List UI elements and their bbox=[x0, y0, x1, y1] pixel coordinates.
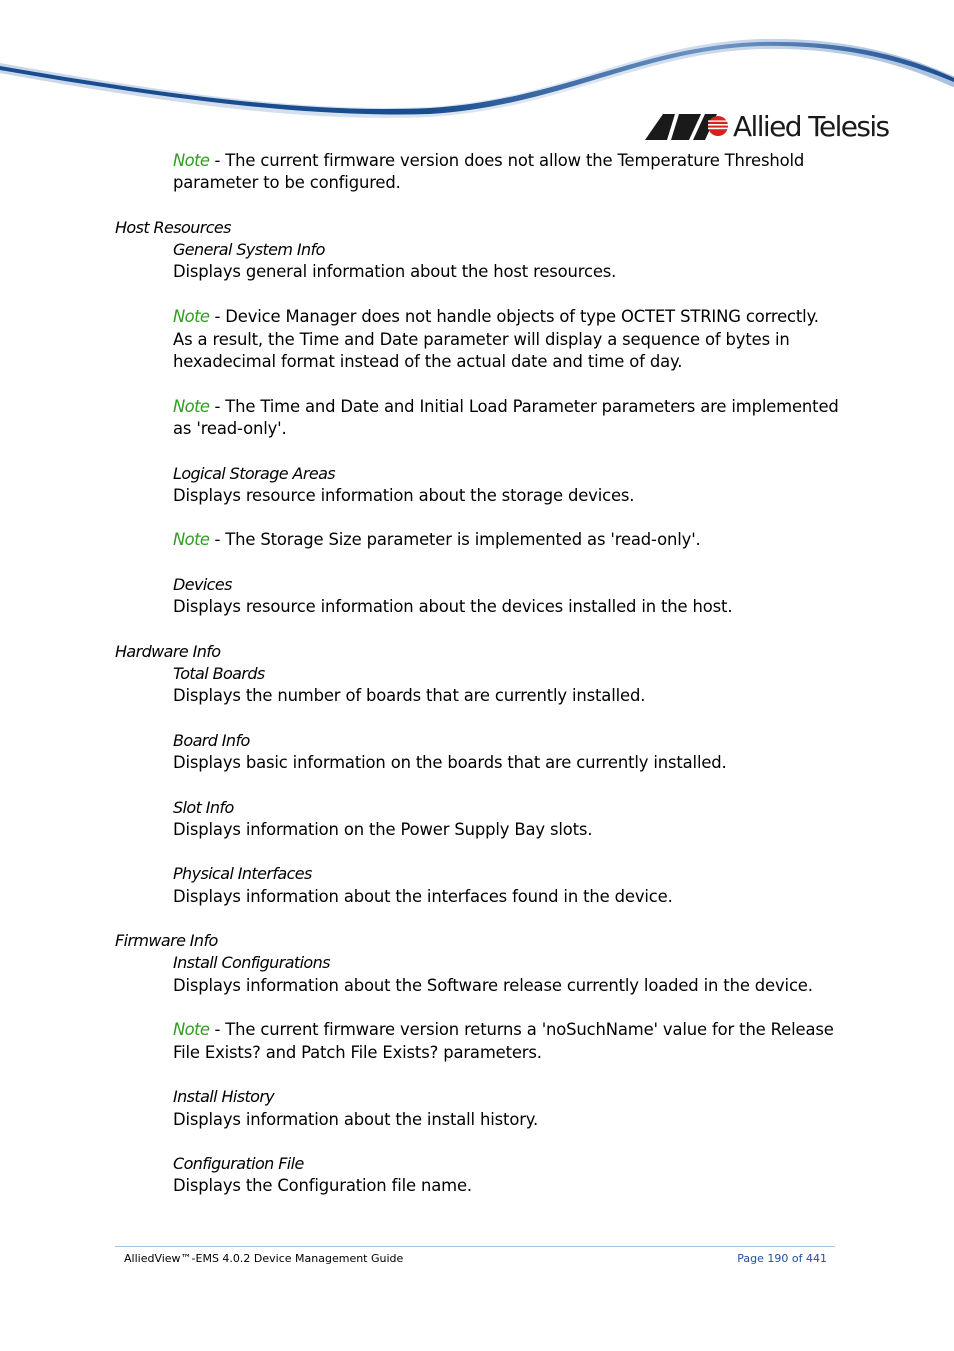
note-text: - The current firmware version returns a 'noSuchName' value for the Release bbox=[209, 1020, 834, 1039]
allied-telesis-logo-mark-icon bbox=[645, 112, 729, 140]
description-general-system-info: Displays general information about the host resources. bbox=[173, 262, 617, 281]
description-install-configurations: Displays information about the Software release currently loaded in the device. bbox=[173, 976, 813, 995]
note-text: - The current firmware version does not allow the Temperature Threshold bbox=[209, 151, 805, 170]
note-text-continued: as 'read-only'. bbox=[173, 419, 287, 438]
subheading-slot-info: Slot Info bbox=[173, 798, 234, 817]
note-label: Note bbox=[173, 151, 210, 170]
allied-telesis-logo bbox=[645, 108, 905, 148]
note-label: Note bbox=[173, 530, 210, 549]
subheading-total-boards: Total Boards bbox=[173, 664, 265, 683]
subheading-devices: Devices bbox=[173, 575, 232, 594]
note-paragraph bbox=[173, 396, 839, 418]
section-heading-hardware-info: Hardware Info bbox=[115, 642, 221, 661]
note-label: Note bbox=[173, 307, 210, 326]
note-paragraph bbox=[173, 529, 701, 551]
note-paragraph bbox=[173, 150, 804, 172]
note-text: - The Storage Size parameter is implemented as 'read-only'. bbox=[209, 530, 701, 549]
description-total-boards: Displays the number of boards that are currently installed. bbox=[173, 686, 646, 705]
note-text-continued: parameter to be configured. bbox=[173, 173, 401, 192]
note-label: Note bbox=[173, 397, 210, 416]
description-devices: Displays resource information about the devices installed in the host. bbox=[173, 597, 733, 616]
note-text: - The Time and Date and Initial Load Parameter parameters are implemented bbox=[209, 397, 839, 416]
footer-page-number: Page 190 of 441 bbox=[737, 1252, 827, 1265]
subheading-install-configurations: Install Configurations bbox=[173, 953, 330, 972]
subheading-install-history: Install History bbox=[173, 1087, 275, 1106]
description-slot-info: Displays information on the Power Supply Bay slots. bbox=[173, 820, 593, 839]
subheading-physical-interfaces: Physical Interfaces bbox=[173, 864, 312, 883]
description-physical-interfaces: Displays information about the interfaces found in the device. bbox=[173, 887, 673, 906]
section-heading-host-resources: Host Resources bbox=[115, 218, 231, 237]
subheading-general-system-info: General System Info bbox=[173, 240, 325, 259]
subheading-logical-storage-areas: Logical Storage Areas bbox=[173, 464, 336, 483]
subheading-configuration-file: Configuration File bbox=[173, 1154, 304, 1173]
logo-text: Allied Telesis bbox=[733, 110, 889, 143]
note-paragraph bbox=[173, 306, 819, 328]
note-text-continued: hexadecimal format instead of the actual date and time of day. bbox=[173, 352, 683, 371]
description-configuration-file: Displays the Configuration file name. bbox=[173, 1176, 472, 1195]
description-logical-storage-areas: Displays resource information about the storage devices. bbox=[173, 486, 635, 505]
footer-divider bbox=[115, 1246, 835, 1247]
note-paragraph bbox=[173, 1019, 834, 1041]
note-text-continued: As a result, the Time and Date parameter will display a sequence of bytes in bbox=[173, 330, 790, 349]
description-board-info: Displays basic information on the boards that are currently installed. bbox=[173, 753, 727, 772]
note-text-continued: File Exists? and Patch File Exists? parameters. bbox=[173, 1043, 542, 1062]
footer-document-title: AlliedView™-EMS 4.0.2 Device Management Guide bbox=[124, 1252, 404, 1265]
note-label: Note bbox=[173, 1020, 210, 1039]
subheading-board-info: Board Info bbox=[173, 731, 250, 750]
description-install-history: Displays information about the install history. bbox=[173, 1110, 539, 1129]
note-text: - Device Manager does not handle objects of type OCTET STRING correctly. bbox=[209, 307, 819, 326]
section-heading-firmware-info: Firmware Info bbox=[115, 931, 218, 950]
